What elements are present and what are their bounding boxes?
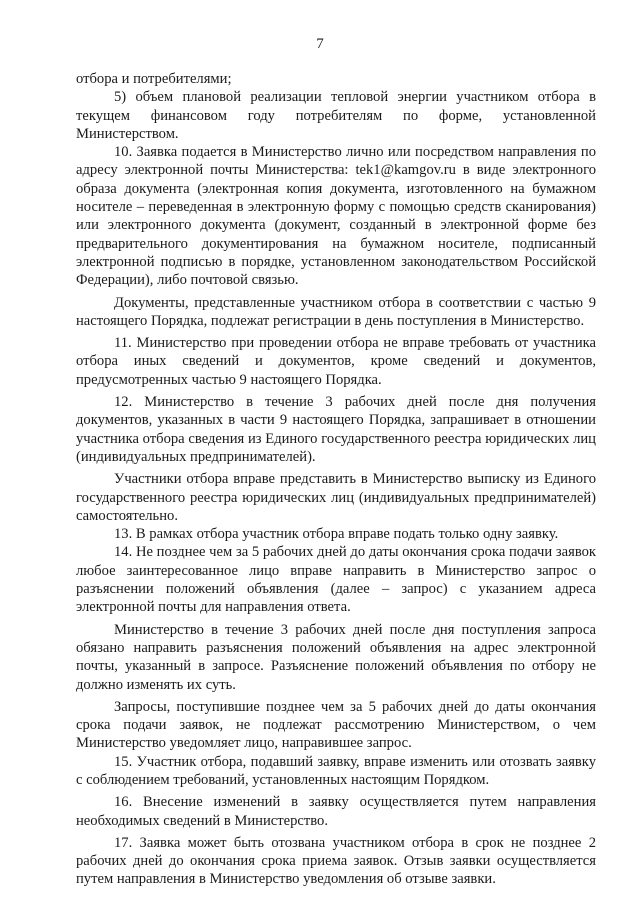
- paragraph: Запросы, поступившие позднее чем за 5 рабочих дней до даты окончания срока подачи заявок, не подлежат рассмотрению Министерством, о чем Министерство уведомляет лицо, направившее запрос.: [76, 698, 596, 752]
- paragraph: 12. Министерство в течение 3 рабочих дней после дня получения документов, указанных в части 9 настоящего Порядка, запрашивает в отношении участника отбора сведения из Единого государственного реестра юридических лиц (индивидуальных предпринимателей).: [76, 394, 596, 465]
- paragraph: 5) объем плановой реализации тепловой энергии участником отбора в текущем финансовом году потребителям по форме, установленной Министерством.: [76, 89, 596, 142]
- document-body: [76, 70, 596, 889]
- paragraph: Участники отбора вправе представить в Министерство выписку из Единого государственного реестра юридических лиц (индивидуальных предпринимателей) самостоятельно.: [76, 471, 596, 524]
- paragraph: Документы, представленные участником отбора в соответствии с частью 9 настоящего Порядка, подлежат регистрации в день поступления в Министерство.: [76, 294, 596, 329]
- paragraph: 15. Участник отбора, подавший заявку, вправе изменить или отозвать заявку с соблюдением требований, установленных настоящим Порядком.: [76, 753, 596, 788]
- paragraph: Министерство в течение 3 рабочих дней после дня поступления запроса обязано направить разъяснения положений объявления на адрес электронной почты, указанный в запросе. Разъяснение положений объявления по отбору не должно изменять их суть.: [76, 621, 596, 693]
- paragraph: 16. Внесение изменений в заявку осуществляется путем направления необходимых сведений в Министерство.: [76, 794, 596, 829]
- paragraph: 13. В рамках отбора участник отбора вправе подать только одну заявку.: [114, 526, 559, 543]
- paragraph: 10. Заявка подается в Министерство лично или посредством направления по адресу электронной почты Министерства: tek1@kamgov.ru в виде электронного образа документа (электронная копия документа, изготовленного на бумажном носителе – переведенная в электронную форму с помощью средств сканирования) или электронного документа (документ, созданный в электронной форме без предварительного документирования на бумажном носителе, подписанный электронной подписью в порядке, установленном законодательством Российской Федерации), либо почтовой связью.: [76, 144, 596, 289]
- page-number: 7: [316, 36, 324, 52]
- paragraph: 17. Заявка может быть отозвана участником отбора в срок не позднее 2 рабочих дней до окончания срока приема заявок. Отзыв заявки осуществляется путем направления в Министерство уведомления об отзыве заявки.: [76, 834, 596, 888]
- paragraph: отбора и потребителями;: [76, 71, 232, 87]
- paragraph: 14. Не позднее чем за 5 рабочих дней до даты окончания срока подачи заявок любое заинтересованное лицо вправе направить в Министерство запрос о разъяснении положений объявления (далее – запрос) с указанием адреса электронной почты для направления ответа.: [76, 544, 596, 616]
- paragraph: 11. Министерство при проведении отбора не вправе требовать от участника отбора иных сведений и документов, кроме сведений и документов, предусмотренных частью 9 настоящего Порядка.: [76, 335, 596, 388]
